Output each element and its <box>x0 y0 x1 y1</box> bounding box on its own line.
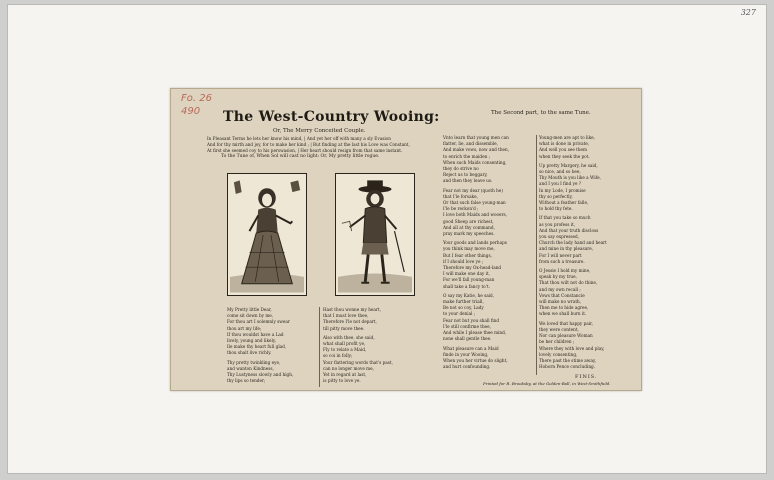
verse-line: I'le be reckon'd ; <box>443 206 479 212</box>
verse-line: thy lips so tender; <box>227 378 266 384</box>
verse-line: be her children ; <box>539 339 575 345</box>
verse-line: Where they with love and play, <box>539 345 605 351</box>
verse-line: For we'll fall young-man <box>443 277 495 283</box>
verse-line: Your flattering words that's past, <box>323 359 393 365</box>
verse-line: what is done in private, <box>539 141 590 147</box>
verse-line: none shall gentle thee. <box>443 336 492 342</box>
verse-line: and mine in thy pleasure, <box>539 246 594 252</box>
verse-line: And that your truth discloss <box>539 227 599 233</box>
verse-line: lively, young and likely, <box>227 338 277 344</box>
verse-line: thou art my life; <box>227 325 262 331</box>
verse-line: they do strive no <box>443 166 479 172</box>
intro-line: And for thy mirth and joy, for to make her kind ; | But finding at the last his Love was Constant, <box>207 142 410 147</box>
verse-line: finde in your Wooing, <box>443 351 489 357</box>
verse-line: to hold thy fete. <box>539 206 573 212</box>
woodcut-man-illustration <box>335 173 415 296</box>
woodcut-woman-illustration <box>227 173 307 296</box>
verse-line: What pleasure can a Maid <box>443 345 499 351</box>
man-figure-icon <box>336 174 414 295</box>
verse-line: will make no wrath, <box>539 299 582 305</box>
verse-line: Be not so coy, Lady <box>443 305 484 311</box>
verse-line: Vnto learn that young men can <box>443 135 509 140</box>
verse-line: when they seek the pot. <box>539 153 590 159</box>
verse-line: And all at thy command, <box>443 224 495 230</box>
verse-line: you think may move me, <box>443 246 495 252</box>
verse-line: And well you see them <box>539 147 587 153</box>
verse-line: Fear not my dear (quoth he) <box>443 187 503 193</box>
verse-line: Up pretty Margery, he said, <box>539 162 598 168</box>
intro-line: In Pleasant Terms he lets her know his mind, | And yet her off with many a sly Evasion <box>207 136 391 141</box>
verse-line: to your denial ; <box>443 311 476 317</box>
verse-line: Hoborn Pence concluding. <box>539 364 596 370</box>
verse-line: Then me to hide agree, <box>539 305 589 311</box>
intro-verse <box>207 136 425 154</box>
verse-line: We loved that happy pair, <box>539 320 594 326</box>
verse-line: Vows that Constancie <box>539 292 585 298</box>
verse-line: Without a feather falle, <box>539 200 589 206</box>
verse-line: Yet in regard at last, <box>323 372 367 378</box>
verse-column-4 <box>539 135 631 370</box>
tune-line: To the Tune of, When Sol will cast no light: Or, My pretty little rogue. <box>221 154 380 159</box>
broadside-sheet <box>170 88 642 391</box>
verse-line: O say my Katie, he said, <box>443 292 495 298</box>
verse-column-3 <box>443 135 531 370</box>
verse-line: When you her virtue do slight, <box>443 357 508 363</box>
verse-line: My Pretty little Dear, <box>227 307 272 312</box>
verse-line: good Sheep are richest, <box>443 218 494 224</box>
verse-line: from such a treasure. <box>539 258 585 264</box>
verse-line: If thou wouldst have a Lad <box>227 331 284 337</box>
verse-line: Thy Lustyness slowly and high, <box>227 372 294 378</box>
manuscript-note-2: 490 <box>181 106 201 117</box>
verse-line: so nice, and so bee, <box>539 169 581 175</box>
verse-line: pray mark my speeches. <box>443 231 495 237</box>
verse-line: if I should love ye ; <box>443 258 484 264</box>
verse-line: If that you take so much <box>539 215 591 221</box>
verse-line: Nor can pleasure Woman <box>539 333 593 339</box>
verse-line: flatter, lie, and dissemble, <box>443 141 498 147</box>
verse-line: For thou art I solemnly swear <box>227 319 290 325</box>
verse-line: Fear not but you shall find <box>443 317 500 323</box>
verse-line: when we shall burn it. <box>539 311 587 317</box>
verse-line: For I will never part <box>539 252 582 258</box>
verse-line: I will make one day it, <box>443 271 490 277</box>
verse-line: and hurt confounding. <box>443 364 491 370</box>
verse-line: lovely consenting, <box>539 351 578 357</box>
ballad-subtitle: Or, The Merry Conceited Couple. <box>273 128 366 134</box>
verse-line: O Jessie I hold my mine, <box>539 268 591 274</box>
verse-line: Reject us to beggary, <box>443 172 488 178</box>
verse-line: speak by my true, <box>539 274 577 280</box>
verse-line: Therefore I'le not depart, <box>323 319 377 325</box>
verse-line: Ile make thy heart full glad, <box>227 344 287 350</box>
verse-line: can no longer move me, <box>323 365 374 371</box>
verse-line: Thy Mouth is you like a Wife, <box>539 175 601 181</box>
column-rule <box>319 307 320 387</box>
verse-line: Therefore my Ox-head-land <box>443 265 502 271</box>
verse-line: to enrich the maiden ; <box>443 153 491 159</box>
verse-line: I'le still confirme thee, <box>443 323 491 329</box>
column-rule <box>536 135 537 375</box>
folio-number: 327 <box>740 8 756 17</box>
verse-line: Or that such false young-man <box>443 200 506 206</box>
verse-line: Hast thou wonne my heart, <box>323 307 381 312</box>
verse-line: That thou wilt not do thine, <box>539 280 598 286</box>
verse-column-1 <box>227 307 315 384</box>
woman-figure-icon <box>228 174 306 295</box>
ballad-title: The West-Country Wooing: <box>223 109 440 125</box>
verse-line: that I'le forsake, <box>443 193 478 199</box>
verse-line: And make vows, now and then, <box>443 147 510 153</box>
verse-line: In my Lode, I promise <box>539 187 586 193</box>
verse-line: thy so perfectly, <box>539 193 573 199</box>
verse-line: they were content, <box>539 326 579 332</box>
verse-line: so coi in folly; <box>323 353 353 359</box>
verse-line: thou shalt live richly. <box>227 350 272 356</box>
verse-line: Fly to relate a Maid, <box>323 347 367 353</box>
verse-line: But I fear other things, <box>443 252 492 258</box>
verse-line: is pitty to love ye. <box>323 378 361 384</box>
verse-line: shall take a fancy to't. <box>443 283 490 289</box>
verse-line: Church the lady hand and heart <box>539 240 607 246</box>
verse-line: till pitty move thee. <box>323 325 365 331</box>
verse-line: that I must love thee, <box>323 313 369 319</box>
verse-line: Also with thee, she said, <box>323 334 375 340</box>
intro-line: At first she seemed coy to his perswasion, | Her heart should resign from that same instant. <box>207 148 403 153</box>
verse-line: Young-men are apt to like, <box>539 135 595 140</box>
manuscript-note-1: Fo. 26 <box>181 93 212 104</box>
verse-line: When such Maids consenting, <box>443 159 507 165</box>
verse-line: and then they leave us. <box>443 178 493 184</box>
verse-line: I love both Maids and wooers, <box>443 212 508 218</box>
verse-line: what shall profit ye, <box>323 341 366 347</box>
finis-mark: FINIS. <box>575 374 598 380</box>
verse-line: and wanton Kindness, <box>227 365 274 371</box>
verse-line: And while I please thee mind, <box>443 330 507 336</box>
verse-line: make further triall, <box>443 299 484 305</box>
verse-line: and my own recall ; <box>539 286 581 292</box>
verse-line: come sit down by me, <box>227 313 274 319</box>
verse-line: Thy pretty twinkling eye, <box>227 359 281 365</box>
verse-line: Your goods and lands perhaps <box>443 240 507 246</box>
verse-line: and I you I find ye ? <box>539 181 582 187</box>
second-part-heading: The Second part, to the same Tune. <box>491 110 591 116</box>
printer-imprint: Printed for R. Brooksby, at the Golden-Ball, in West-Smithfield. <box>483 381 611 386</box>
verse-line: There past the stime away, <box>539 357 596 363</box>
verse-line: you say expressed, <box>539 234 580 240</box>
verse-line: as you profess it, <box>539 221 576 227</box>
verse-column-2 <box>323 307 413 384</box>
